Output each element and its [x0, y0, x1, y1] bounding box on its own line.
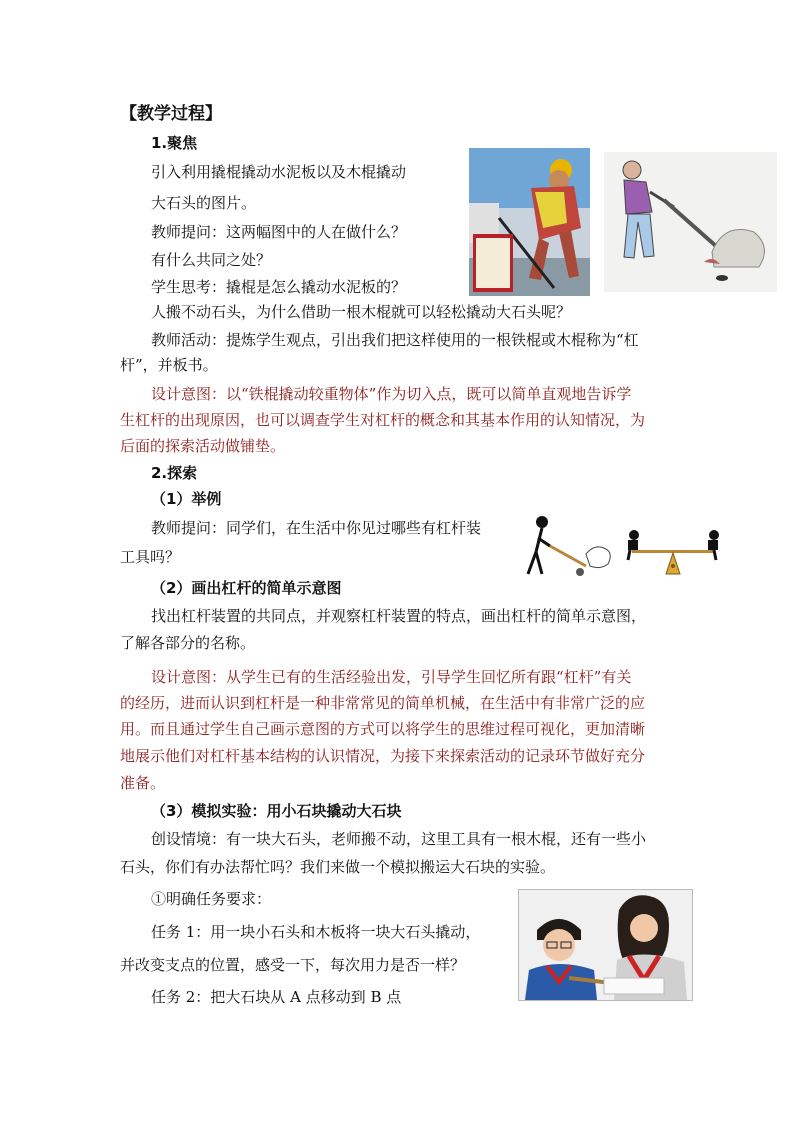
- section-1-title: 1.聚焦: [151, 134, 198, 152]
- teacher-question-1: 教师提问：这两幅图中的人在做什么？: [151, 223, 407, 241]
- intro-line-1: 引入利用撬棍撬动水泥板以及木棍撬动: [151, 163, 407, 181]
- task-1-line-2: 并改变支点的位置，感受一下，每次用力是否一样？: [120, 956, 466, 974]
- intro-line-2: 大石头的图片。: [151, 194, 257, 212]
- task-requirements-heading: ①明确任务要求：: [151, 890, 272, 908]
- design-intent-2-line-2: 的经历，进而认识到杠杆是一种非常常见的简单机械，在生活中有非常广泛的应: [120, 694, 646, 712]
- lever-stick-figure-icon: [520, 514, 620, 580]
- scenario-line-2: 石头，你们有办法帮忙吗？我们来做一个模拟搬运大石块的实验。: [120, 858, 556, 876]
- design-intent-1-line-2: 生杠杆的出现原因，也可以调查学生对杠杆的概念和其基本作用的认知情况，为: [120, 411, 646, 429]
- student-thinking: 学生思考：撬棍是怎么撬动水泥板的？: [151, 278, 407, 296]
- subsection-example: （1）举例: [151, 490, 222, 508]
- design-intent-1-line-1: 设计意图：以“铁棍撬动较重物体”作为切入点，既可以简单直观地告诉学: [151, 385, 632, 403]
- teacher-activity-2: 杆”，并板书。: [120, 356, 218, 374]
- why-question: 人搬不动石头，为什么借助一根木棍就可以轻松撬动大石头呢？: [151, 303, 572, 321]
- task-2: 任务 2：把大石块从 A 点移动到 B 点: [151, 988, 402, 1006]
- teacher-ask-1: 教师提问：同学们，在生活中你见过哪些有杠杆装: [151, 519, 482, 537]
- task-1-line-1: 任务 1：用一块小石头和木板将一块大石头撬动，: [151, 923, 481, 941]
- find-common-line-1: 找出杠杆装置的共同点，并观察杠杆装置的特点，画出杠杆的简单示意图，: [151, 607, 647, 625]
- seesaw-icon: [622, 530, 724, 578]
- worker-crowbar-photo: [469, 148, 590, 296]
- design-intent-2-line-3: 用。而且通过学生自己画示意图的方式可以将学生的思维过程可视化，更加清晰: [120, 720, 646, 738]
- subsection-simulation: （3）模拟实验：用小石块撬动大石块: [151, 802, 402, 820]
- find-common-line-2: 了解各部分的名称。: [120, 634, 256, 652]
- teacher-ask-2: 工具吗？: [120, 548, 181, 566]
- section-2-title: 2.探索: [151, 464, 198, 482]
- teacher-activity-1: 教师活动：提炼学生观点，引出我们把这样使用的一根铁棍或木棍称为“杠: [151, 331, 639, 349]
- design-intent-2-line-4: 地展示他们对杠杆基本结构的认识情况，为接下来探索活动的记录环节做好充分: [120, 747, 646, 765]
- design-intent-2-line-1: 设计意图：从学生已有的生活经验出发，引导学生回忆所有跟“杠杆”有关: [151, 668, 632, 686]
- subsection-draw-diagram: （2）画出杠杆的简单示意图: [151, 579, 342, 597]
- design-intent-1-line-3: 后面的探索活动做铺垫。: [120, 437, 286, 455]
- teacher-question-2: 有什么共同之处？: [151, 251, 272, 269]
- scenario-line-1: 创设情境：有一块大石头，老师搬不动，这里工具有一根木棍，还有一些小: [151, 830, 647, 848]
- design-intent-2-line-5: 准备。: [120, 774, 166, 792]
- stick-lifting-rock-drawing: [604, 152, 777, 292]
- section-heading: 【教学过程】: [120, 104, 222, 124]
- kids-experiment-photo: [518, 889, 693, 1001]
